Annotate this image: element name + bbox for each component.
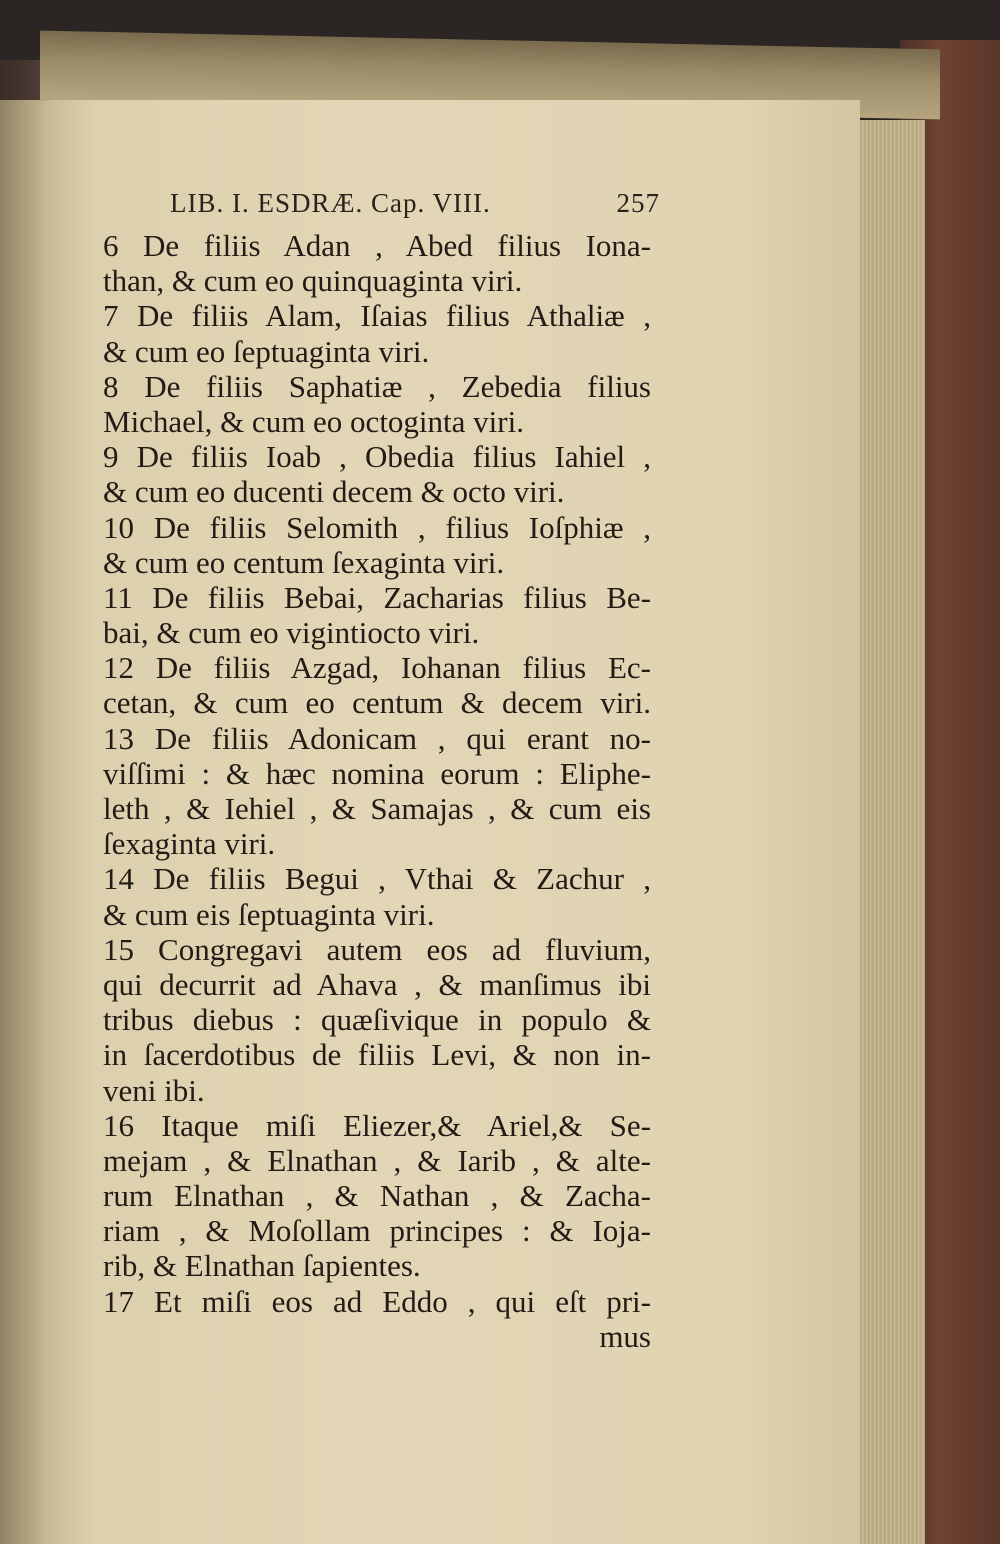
text-line: cetan, & cum eo centum & decem viri. (103, 685, 651, 721)
text-line: leth , & Iehiel , & Samajas , & cum eis (103, 791, 651, 826)
text-line: 11 De filiis Bebai, Zacharias filius Be- (103, 579, 651, 615)
text-line: rib, & Elnathan ſapientes. (103, 1248, 421, 1284)
text-line: 12 De filiis Azgad, Iohanan filius Ec- (103, 650, 651, 686)
text-line: mus (599, 1318, 651, 1354)
text-line: veni ibi. (103, 1072, 205, 1108)
text-line: bai, & cum eo vigintiocto viri. (103, 615, 480, 651)
text-line: viſſimi : & hæc nomina eorum : Eliphe- (103, 755, 651, 791)
text-line: than, & cum eo quinquaginta viri. (103, 263, 523, 299)
text-line: in ſacerdotibus de filiis Levi, & non in- (103, 1037, 651, 1073)
text-line: & cum eo centum ſexaginta viri. (103, 544, 505, 580)
text-line: 16 Itaque miſi Eliezer,& Ariel,& Se- (103, 1107, 651, 1143)
text-line: tribus diebus : quæſivique in populo & (103, 1002, 651, 1038)
text-line: & cum eo ducenti decem & octo viri. (103, 474, 565, 510)
text-line: 8 De filiis Saphatiæ , Zebedia filius (103, 368, 651, 404)
text-line: 15 Congregavi autem eos ad fluvium, (103, 931, 651, 967)
text-line: 7 De filiis Alam, Iſaias filius Athaliæ , (103, 298, 651, 334)
text-line: 14 De filiis Begui , Vthai & Zachur , (103, 861, 651, 897)
text-line: & cum eis ſeptuaginta viri. (103, 896, 435, 932)
text-line: 13 De filiis Adonicam , qui erant no- (103, 720, 651, 756)
text-line: rum Elnathan , & Nathan , & Zacha- (103, 1178, 651, 1214)
text-line: 17 Et miſi eos ad Eddo , qui eſt pri- (103, 1283, 651, 1319)
body-text (103, 228, 651, 1354)
text-line: Michael, & cum eo octoginta viri. (103, 403, 524, 439)
text-line: 10 De filiis Selomith , filius Ioſphiæ , (103, 509, 651, 545)
running-title: LIB. I. ESDRÆ. Cap. VIII. (170, 188, 491, 218)
text-line: 6 De filiis Adan , Abed filius Iona- (103, 228, 651, 263)
text-line: 9 De filiis Ioab , Obedia filius Iahiel , (103, 439, 651, 475)
page-number: 257 (616, 188, 660, 218)
text-line: ſexaginta viri. (103, 826, 276, 862)
text-line: mejam , & Elnathan , & Iarib , & alte- (103, 1142, 651, 1178)
facing-page-edge (0, 100, 50, 1544)
running-header (170, 188, 660, 219)
text-line: qui decurrit ad Ahava , & manſimus ibi (103, 966, 651, 1002)
text-line: riam , & Moſollam principes : & Ioja- (103, 1213, 651, 1249)
page-block-fore-edge (855, 120, 925, 1544)
text-line: & cum eo ſeptuaginta viri. (103, 333, 430, 369)
